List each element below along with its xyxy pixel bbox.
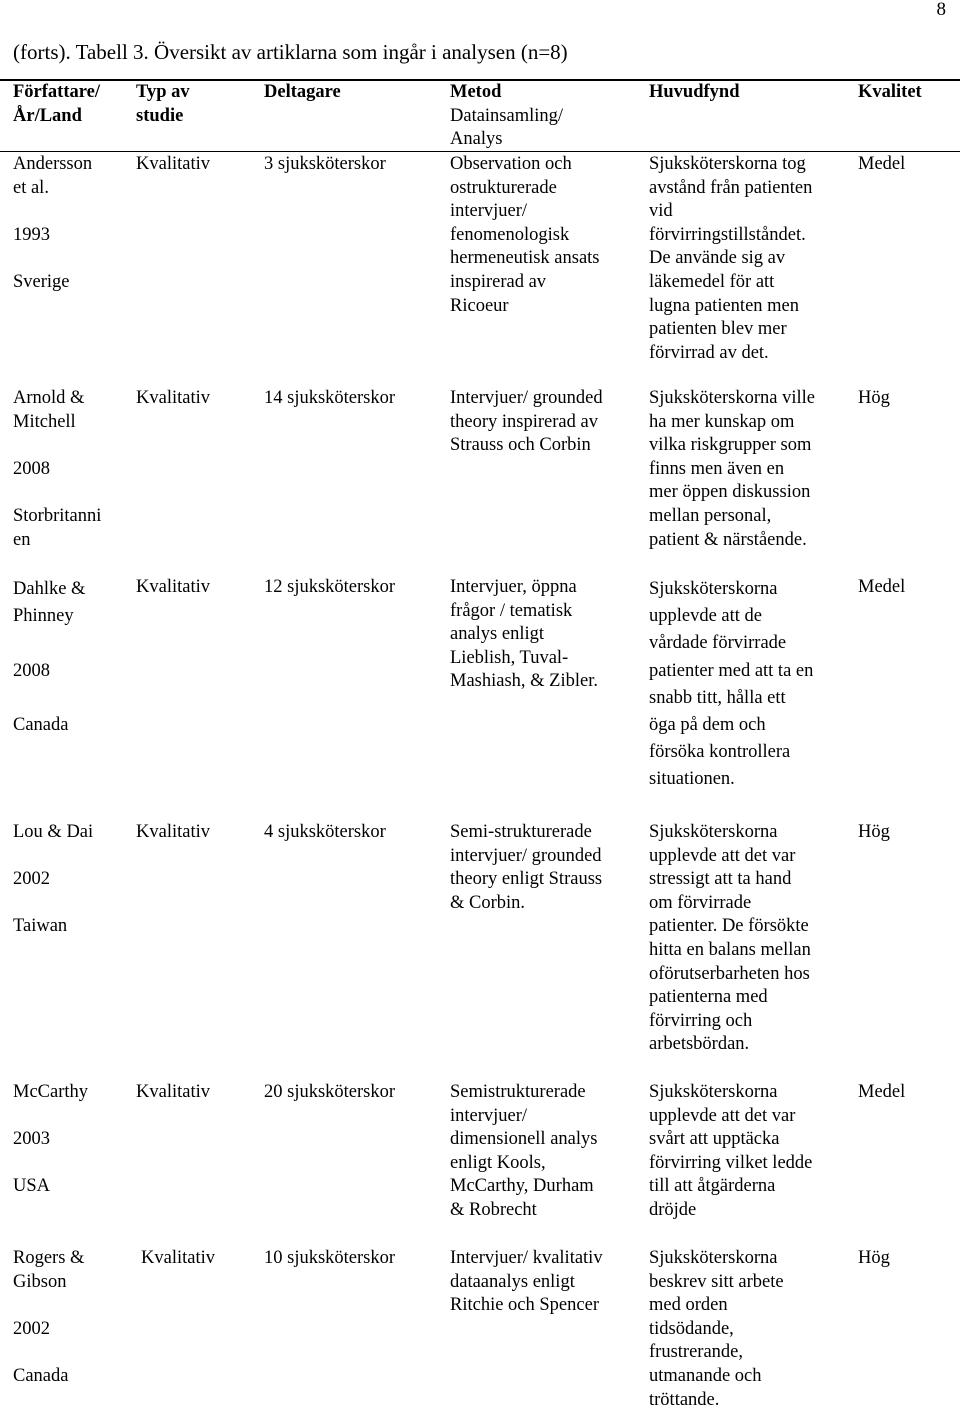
- cell-type: Kvalitativ: [141, 1248, 215, 1268]
- cell-quality: Medel: [858, 577, 906, 597]
- header-type: Typ av studie: [136, 82, 190, 126]
- cell-author: Andersson et al. 1993 Sverige: [13, 154, 93, 292]
- header-quality: Kvalitet: [858, 82, 922, 102]
- cell-quality: Hög: [858, 388, 890, 408]
- cell-participants: 3 sjuksköterskor: [264, 154, 386, 174]
- page-number: 8: [936, 0, 946, 20]
- cell-type: Kvalitativ: [136, 577, 210, 597]
- cell-quality: Medel: [858, 1082, 906, 1102]
- cell-participants: 10 sjuksköterskor: [264, 1248, 396, 1268]
- cell-findings: Sjuksköterskorna beskrev sitt arbete med orden tidsödande, frustrerande, utmanande och tröttande.: [649, 1248, 784, 1410]
- cell-type: Kvalitativ: [136, 388, 210, 408]
- header-method: Metod Datainsamling/ Analys: [450, 82, 564, 150]
- cell-type: Kvalitativ: [136, 154, 210, 174]
- cell-type: Kvalitativ: [136, 822, 210, 842]
- cell-author: Dahlke & Phinney 2008 Canada: [13, 579, 86, 735]
- table-caption: (forts). Tabell 3. Översikt av artiklarna som ingår i analysen (n=8): [13, 40, 568, 64]
- cell-quality: Medel: [858, 154, 906, 174]
- cell-findings: Sjuksköterskorna tog avstånd från patienten vid förvirringstillståndet. De använde sig av läkemedel för att lugna patienten men patienten blev mer förvirrad av det.: [649, 154, 813, 363]
- cell-author: Arnold & Mitchell 2008 Storbritanni en: [13, 388, 102, 550]
- cell-participants: 14 sjuksköterskor: [264, 388, 396, 408]
- header-participants: Deltagare: [264, 82, 341, 102]
- cell-participants: 4 sjuksköterskor: [264, 822, 386, 842]
- cell-method: Semistrukturerade intervjuer/ dimensionell analys enligt Kools, McCarthy, Durham & Robrecht: [450, 1082, 598, 1220]
- cell-type: Kvalitativ: [136, 1082, 210, 1102]
- cell-participants: 20 sjuksköterskor: [264, 1082, 396, 1102]
- cell-author: McCarthy 2003 USA: [13, 1082, 89, 1197]
- cell-author: Lou & Dai 2002 Taiwan: [13, 822, 94, 937]
- cell-method: Intervjuer, öppna frågor / tematisk analys enligt Lieblish, Tuval- Mashiash, & Zibler.: [450, 577, 598, 692]
- cell-participants: 12 sjuksköterskor: [264, 577, 396, 597]
- cell-method: Observation och ostrukturerade intervjuer/ fenomenologisk hermeneutisk ansats inspirerad av Ricoeur: [450, 154, 600, 316]
- cell-findings: Sjuksköterskorna upplevde att de vårdade förvirrade patienter med att ta en snabb titt, hålla ett öga på dem och försöka kontrollera situationen.: [649, 579, 814, 790]
- cell-findings: Sjuksköterskorna upplevde att det var stressigt att ta hand om förvirrade patienter. De försökte hitta en balans mellan oförutserbarheten hos patienterna med förvirring och arbetsbördan.: [649, 822, 811, 1055]
- cell-quality: Hög: [858, 822, 890, 842]
- cell-method: Semi-strukturerade intervjuer/ grounded theory enligt Strauss & Corbin.: [450, 822, 603, 913]
- cell-quality: Hög: [858, 1248, 890, 1268]
- cell-method: Intervjuer/ kvalitativ dataanalys enligt Ritchie och Spencer: [450, 1248, 603, 1316]
- cell-author: Rogers & Gibson 2002 Canada: [13, 1248, 85, 1386]
- cell-findings: Sjuksköterskorna upplevde att det var svårt att upptäcka förvirring vilket ledde till att åtgärderna dröjde: [649, 1082, 813, 1220]
- header-author: Författare/ År/Land: [13, 82, 100, 126]
- cell-findings: Sjuksköterskorna ville ha mer kunskap om vilka riskgrupper som finns men även en mer öppen diskussion mellan personal, patient & närstående.: [649, 388, 815, 550]
- header-findings: Huvudfynd: [649, 82, 740, 102]
- cell-method: Intervjuer/ grounded theory inspirerad av Strauss och Corbin: [450, 388, 603, 456]
